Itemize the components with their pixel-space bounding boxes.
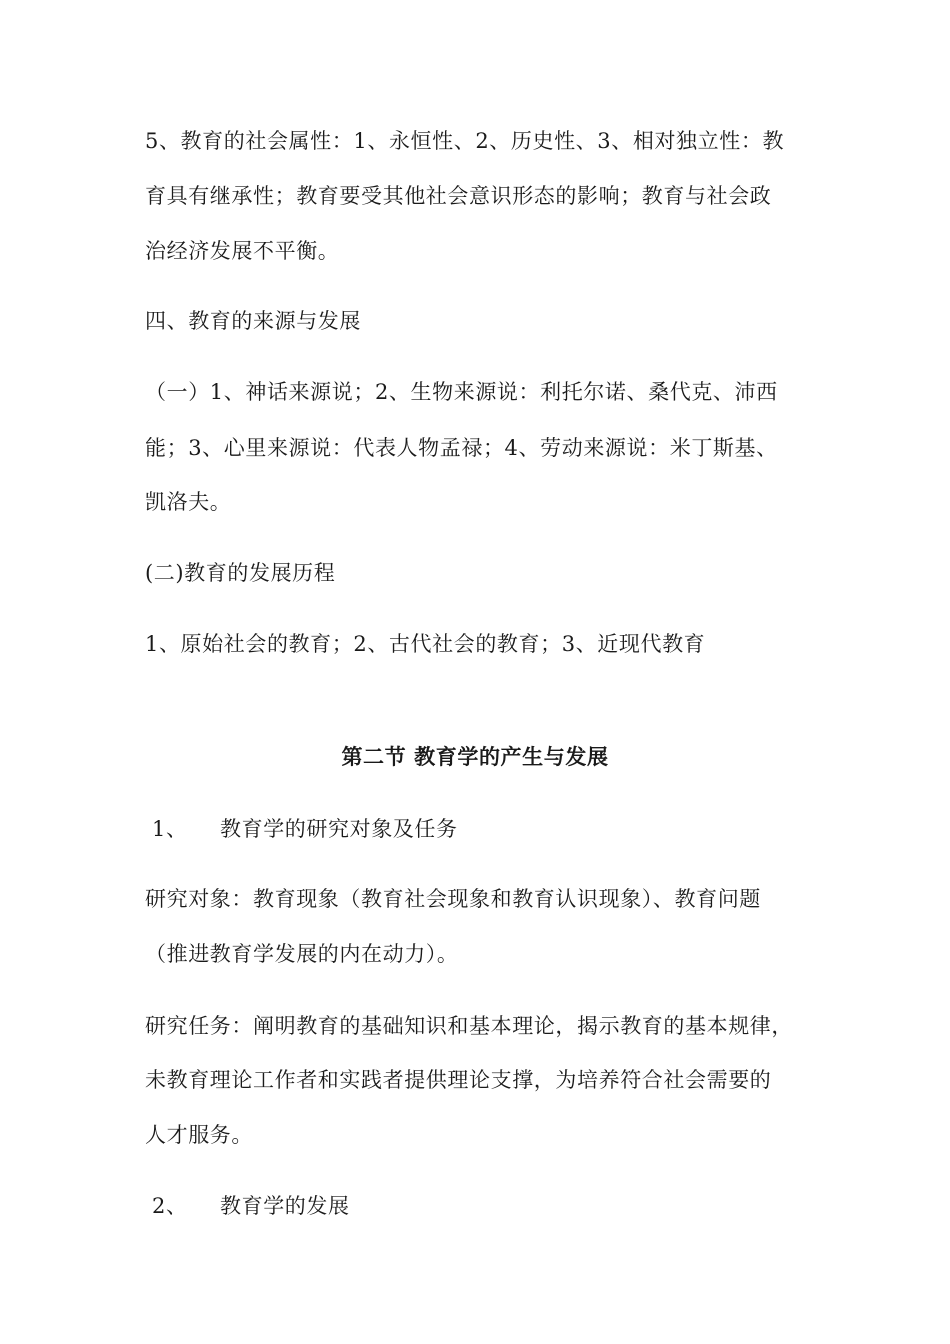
item-2-title: 教育学的发展	[220, 1194, 350, 1218]
origins-line-2: 能；3、心里来源说：代表人物孟禄；4、劳动来源说：米丁斯基、	[145, 436, 778, 460]
research-task-line-3: 人才服务。	[145, 1123, 253, 1147]
research-object-line-2: （推进教育学发展的内在动力）。	[145, 942, 459, 966]
item-2-number: 2、	[152, 1194, 188, 1218]
origins-line-3: 凯洛夫。	[145, 490, 232, 514]
social-attributes-line-2: 育具有继承性；教育要受其他社会意识形态的影响；教育与社会政	[145, 184, 772, 208]
item-1-heading	[152, 815, 458, 843]
item-1-title: 教育学的研究对象及任务	[220, 817, 458, 841]
section-heading: 第二节 教育学的产生与发展	[341, 744, 609, 769]
research-object-line-1: 研究对象：教育现象（教育社会现象和教育认识现象）、教育问题	[145, 887, 761, 911]
section-four-title: 四、教育的来源与发展	[145, 309, 361, 333]
social-attributes-line-1: 5、教育的社会属性：1、永恒性、2、历史性、3、相对独立性：教	[145, 129, 785, 153]
social-attributes-line-3: 治经济发展不平衡。	[145, 239, 340, 263]
development-stages: 1、原始社会的教育；2、古代社会的教育；3、近现代教育	[145, 632, 706, 656]
research-task-line-2: 未教育理论工作者和实践者提供理论支撑，为培养符合社会需要的	[145, 1068, 772, 1092]
origins-line-1: （一）1、神话来源说；2、生物来源说：利托尔诺、桑代克、沛西	[145, 380, 778, 404]
item-2-heading	[152, 1192, 350, 1220]
research-task-line-1: 研究任务：阐明教育的基础知识和基本理论，揭示教育的基本规律，	[145, 1014, 793, 1038]
subsection-two-title: (二)教育的发展历程	[145, 561, 336, 585]
item-1-number: 1、	[152, 817, 188, 841]
